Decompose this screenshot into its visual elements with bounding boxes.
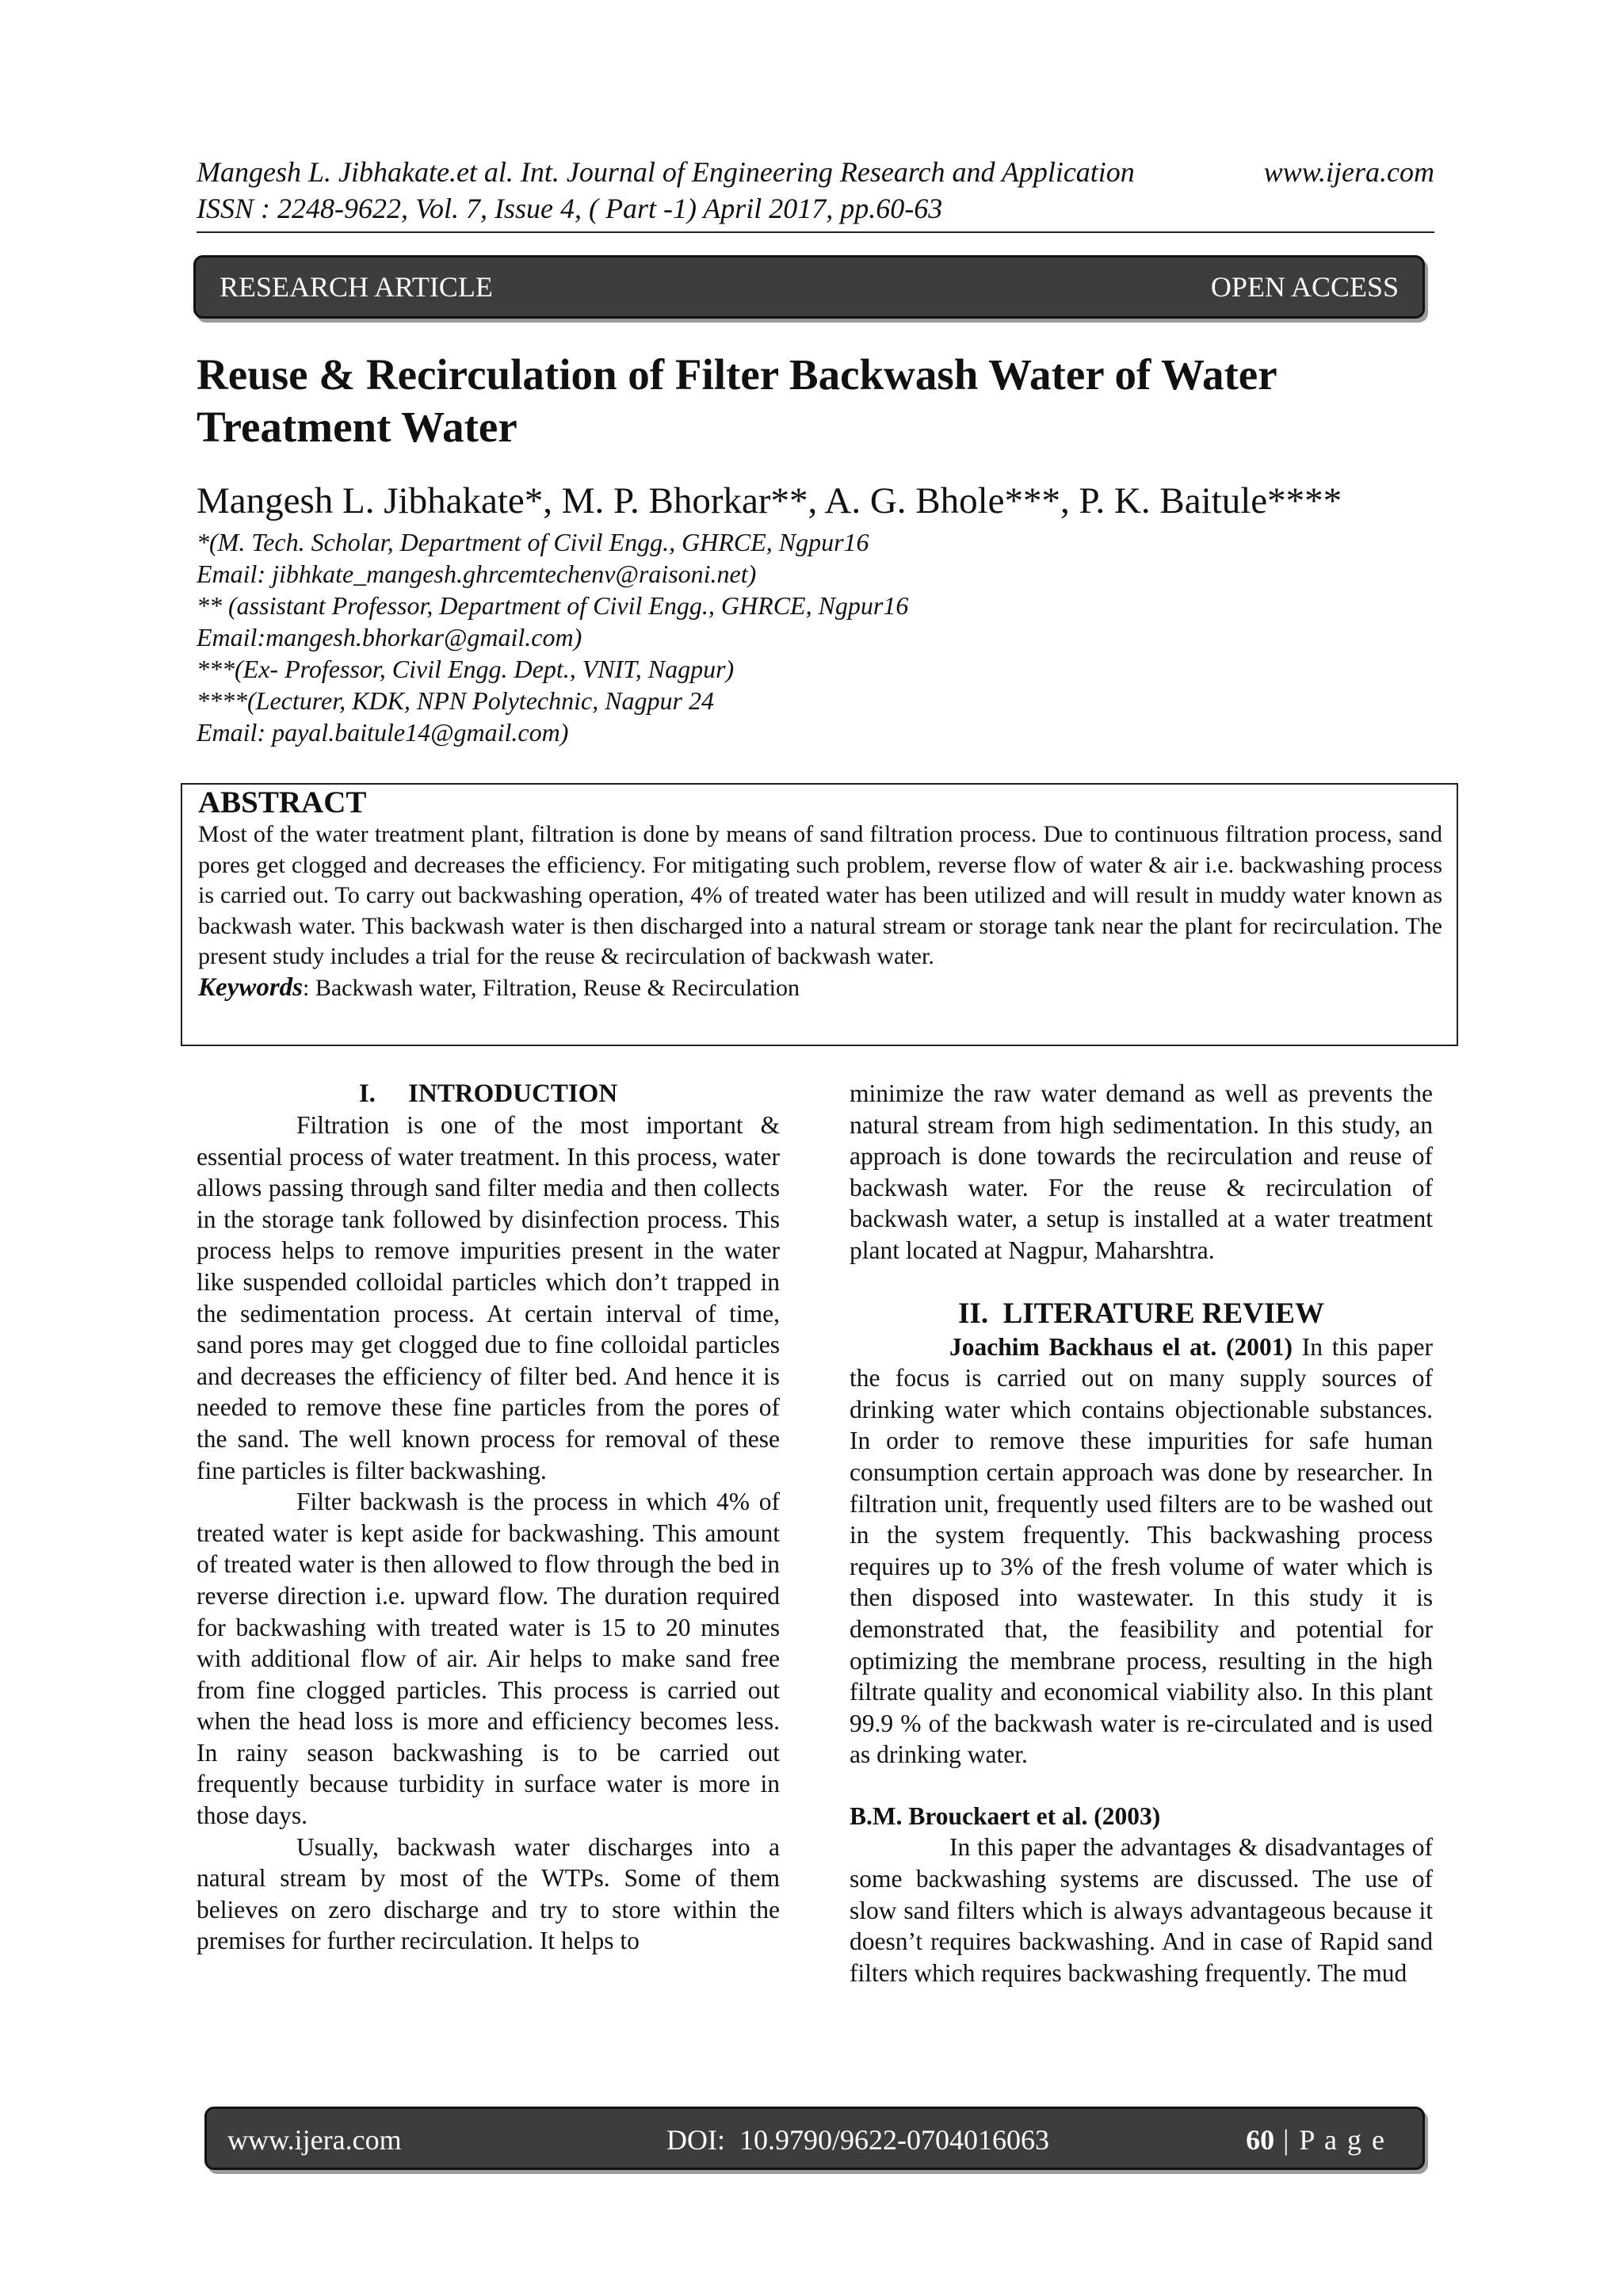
author-list: Mangesh L. Jibhakate*, M. P. Bhorkar**, A. G. Bhole***, P. K. Baitule**** — [197, 480, 1342, 521]
reference-summary: In this paper the focus is carried out on many supply sources of drinking water which contains objectionable substances. In order to remove these impurities for safe human consumption certain approach was done by researcher. In filtration unit, frequently used filters are to be washed out in the system frequently. This backwashing process requires up to 3% of the fresh volume of water which is then disposed into wastewater. In this study it is demonstrated that, the feasibility and potential for optimizing the membrane process, resulting in the high filtrate quality and economical viability also. In this plant 99.9 % of the backwash water is re-circulated and is used as drinking water. — [850, 1332, 1433, 1769]
title-line-2: Treatment Water — [197, 403, 517, 451]
affiliation-line: ****(Lecturer, KDK, NPN Polytechnic, Nagpur 24 — [197, 686, 714, 715]
left-column — [197, 1078, 780, 1957]
body-paragraph: Filtration is one of the most important & essential process of water treatment. In this process, water allows passing through sand filter media and then collects in the storage tank followed by disinfection process. This process helps to remove impurities present in the water like suspended colloidal particles which don’t trapped in the sedimentation process. At certain interval of time, sand pores may get clogged due to fine colloidal particles and decreases the efficiency of filter bed. And hence it is needed to remove these fine particles from the pores of the sand. The well known process for removal of these fine particles is filter backwashing. — [197, 1111, 780, 1484]
abstract-box — [181, 783, 1458, 1046]
journal-website[interactable]: www.ijera.com — [1263, 156, 1434, 188]
keywords-label: Keywords — [198, 972, 303, 1002]
section-heading-literature-review: II. LITERATURE REVIEW — [958, 1297, 1324, 1330]
reference-author: B.M. Brouckaert et al. (2003) — [850, 1801, 1161, 1830]
footer-website[interactable]: www.ijera.com — [227, 2124, 402, 2156]
spacer — [850, 1771, 1433, 1801]
body-paragraph: Filter backwash is the process in which 4% of treated water is kept aside for backwashing. This amount of treated water is then allowed to flow through the bed in reverse direction i.e. upward flow. The duration required for backwashing with treated water is 15 to 20 minutes with additional flow of air. Air helps to make sand free from fine clogged particles. This process is carried out when the head loss is more and efficiency becomes less. In rainy season backwashing is to be carried out frequently because turbidity in surface water is more in those days. — [197, 1488, 780, 1830]
issn-line: ISSN : 2248-9622, Vol. 7, Issue 4, ( Part -1) April 2017, pp.60-63 — [197, 193, 943, 224]
header-divider — [197, 231, 1434, 233]
page-label: | P a g e — [1274, 2124, 1386, 2156]
article-type-label: RESEARCH ARTICLE — [220, 271, 493, 303]
affiliation-line: ** (assistant Professor, Department of Civil Engg., GHRCE, Ngpur16 — [197, 591, 909, 620]
page-number: 60 — [1246, 2124, 1275, 2156]
reference-author: Joachim Backhaus el at. (2001) — [949, 1332, 1293, 1361]
footer-page-number — [1246, 2123, 1386, 2157]
journal-citation: Mangesh L. Jibhakate.et al. Int. Journal of Engineering Research and Application — [197, 156, 1135, 188]
affiliation-email[interactable]: Email:mangesh.bhorkar@gmail.com) — [197, 623, 582, 651]
reference-summary: In this paper the advantages & disadvantages of some backwashing systems are discussed. The use of slow sand filters which is always advantageous because it doesn’t requires backwashing. And in case of Rapid sand filters which requires backwashing frequently. The mud — [850, 1833, 1433, 1987]
abstract-text: Most of the water treatment plant, filtration is done by means of sand filtration process. Due to continuous filtration process, sand pores get clogged and decreases the efficiency. For mitigating such problem, reverse flow of water & air i.e. backwashing process is carried out. To carry out backwashing operation, 4% of treated water has been utilized and will result in muddy water known as backwash water. This backwash water is then discharged into a natural stream or storage tank near the plant for recirculation. The present study includes a trial for the reuse & recirculation of backwash water. — [198, 821, 1442, 970]
affiliation-line: ***(Ex- Professor, Civil Engg. Dept., VNIT, Nagpur) — [197, 655, 735, 683]
affiliations — [197, 526, 908, 748]
footer-doi[interactable]: DOI: 10.9790/9622-0704016063 — [666, 2124, 1049, 2156]
keywords-list: : Backwash water, Filtration, Reuse & Recirculation — [303, 974, 800, 1001]
running-header — [197, 154, 1434, 227]
title-line-1: Reuse & Recirculation of Filter Backwash Water of Water — [197, 350, 1277, 399]
reference-paragraph — [850, 1331, 1433, 1771]
article-type-bar — [193, 255, 1425, 319]
page-footer — [204, 2107, 1425, 2170]
affiliation-email[interactable]: Email: payal.baitule14@gmail.com) — [197, 718, 569, 747]
abstract-heading: ABSTRACT — [198, 785, 367, 819]
keywords-line — [198, 972, 1442, 1003]
paper-title — [197, 349, 1433, 453]
access-label: OPEN ACCESS — [1210, 271, 1399, 303]
affiliation-line: *(M. Tech. Scholar, Department of Civil Engg., GHRCE, Ngpur16 — [197, 528, 869, 556]
section-heading-introduction: I. INTRODUCTION — [358, 1079, 618, 1108]
affiliation-email[interactable]: Email: jibhkate_mangesh.ghrcemtechenv@raisoni.net) — [197, 560, 757, 588]
body-paragraph: Usually, backwash water discharges into a natural stream by most of the WTPs. Some of them believes on zero discharge and try to store within the premises for further recirculation. It helps to — [197, 1832, 780, 1955]
body-paragraph: minimize the raw water demand as well as prevents the natural stream from high sedimentation. In this study, an approach is done towards the recirculation and reuse of backwash water. For the reuse & recirculation of backwash water, a setup is installed at a water treatment plant located at Nagpur, Maharshtra. — [850, 1079, 1433, 1264]
right-column — [850, 1078, 1433, 1988]
spacer — [850, 1266, 1433, 1297]
